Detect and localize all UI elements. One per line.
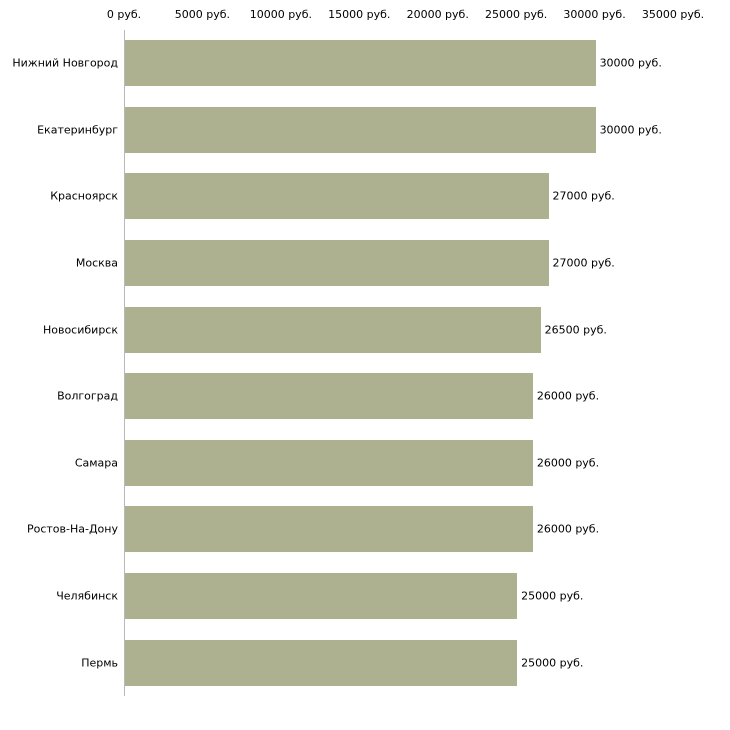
bar[interactable] xyxy=(125,107,596,153)
chart-row xyxy=(26,496,673,563)
bar[interactable] xyxy=(125,307,541,353)
bar-value-label: 25000 руб. xyxy=(521,656,584,670)
x-axis-tick-label: 10000 руб. xyxy=(249,8,312,21)
chart-row xyxy=(12,30,673,97)
x-axis-tick-label: 25000 руб. xyxy=(485,8,548,21)
category-label: Екатеринбург xyxy=(37,123,118,137)
chart-row xyxy=(74,430,673,497)
bar-value-label: 26500 руб. xyxy=(544,323,607,337)
x-axis-tick-label: 15000 руб. xyxy=(328,8,391,21)
bar[interactable] xyxy=(125,440,533,486)
category-label: Москва xyxy=(75,256,118,270)
x-axis-tick-label: 0 руб. xyxy=(106,8,142,21)
bar-value-label: 26000 руб. xyxy=(536,522,600,536)
category-label: Ростов-На-Дону xyxy=(26,522,118,536)
bar-value-label: 25000 руб. xyxy=(521,589,584,603)
category-label: Волгоград xyxy=(57,389,118,403)
category-label: Новосибирск xyxy=(42,323,118,337)
chart-row xyxy=(50,163,673,230)
x-axis-tick-label: 5000 руб. xyxy=(174,8,231,21)
x-axis-tick-label: 35000 руб. xyxy=(641,8,705,21)
category-label: Красноярск xyxy=(50,189,118,203)
category-label: Нижний Новгород xyxy=(12,56,118,70)
chart-row xyxy=(42,296,673,363)
bar-value-label: 26000 руб. xyxy=(536,389,600,403)
x-axis-tick-label: 20000 руб. xyxy=(406,8,469,21)
x-axis-tick-labels xyxy=(106,8,705,30)
bar[interactable] xyxy=(125,506,533,552)
bar-value-label: 26000 руб. xyxy=(536,456,600,470)
chart-row xyxy=(56,563,673,630)
bar[interactable] xyxy=(125,573,517,619)
category-label: Пермь xyxy=(81,656,118,670)
bar[interactable] xyxy=(125,40,596,86)
chart-row xyxy=(81,629,673,696)
bar[interactable] xyxy=(125,173,549,219)
bar-value-label: 27000 руб. xyxy=(552,189,615,203)
plot-area xyxy=(12,30,673,696)
chart-row xyxy=(37,97,673,164)
chart-row xyxy=(75,230,673,297)
bar-value-label: 27000 руб. xyxy=(552,256,615,270)
bar[interactable] xyxy=(125,640,517,686)
category-label: Челябинск xyxy=(56,589,118,603)
x-axis-tick-label: 30000 руб. xyxy=(563,8,626,21)
bar-value-label: 30000 руб. xyxy=(599,56,662,70)
bar[interactable] xyxy=(125,373,533,419)
bar[interactable] xyxy=(125,240,549,286)
chart-row xyxy=(57,363,673,430)
bar-value-label: 30000 руб. xyxy=(599,123,662,137)
category-label: Самара xyxy=(74,456,118,470)
